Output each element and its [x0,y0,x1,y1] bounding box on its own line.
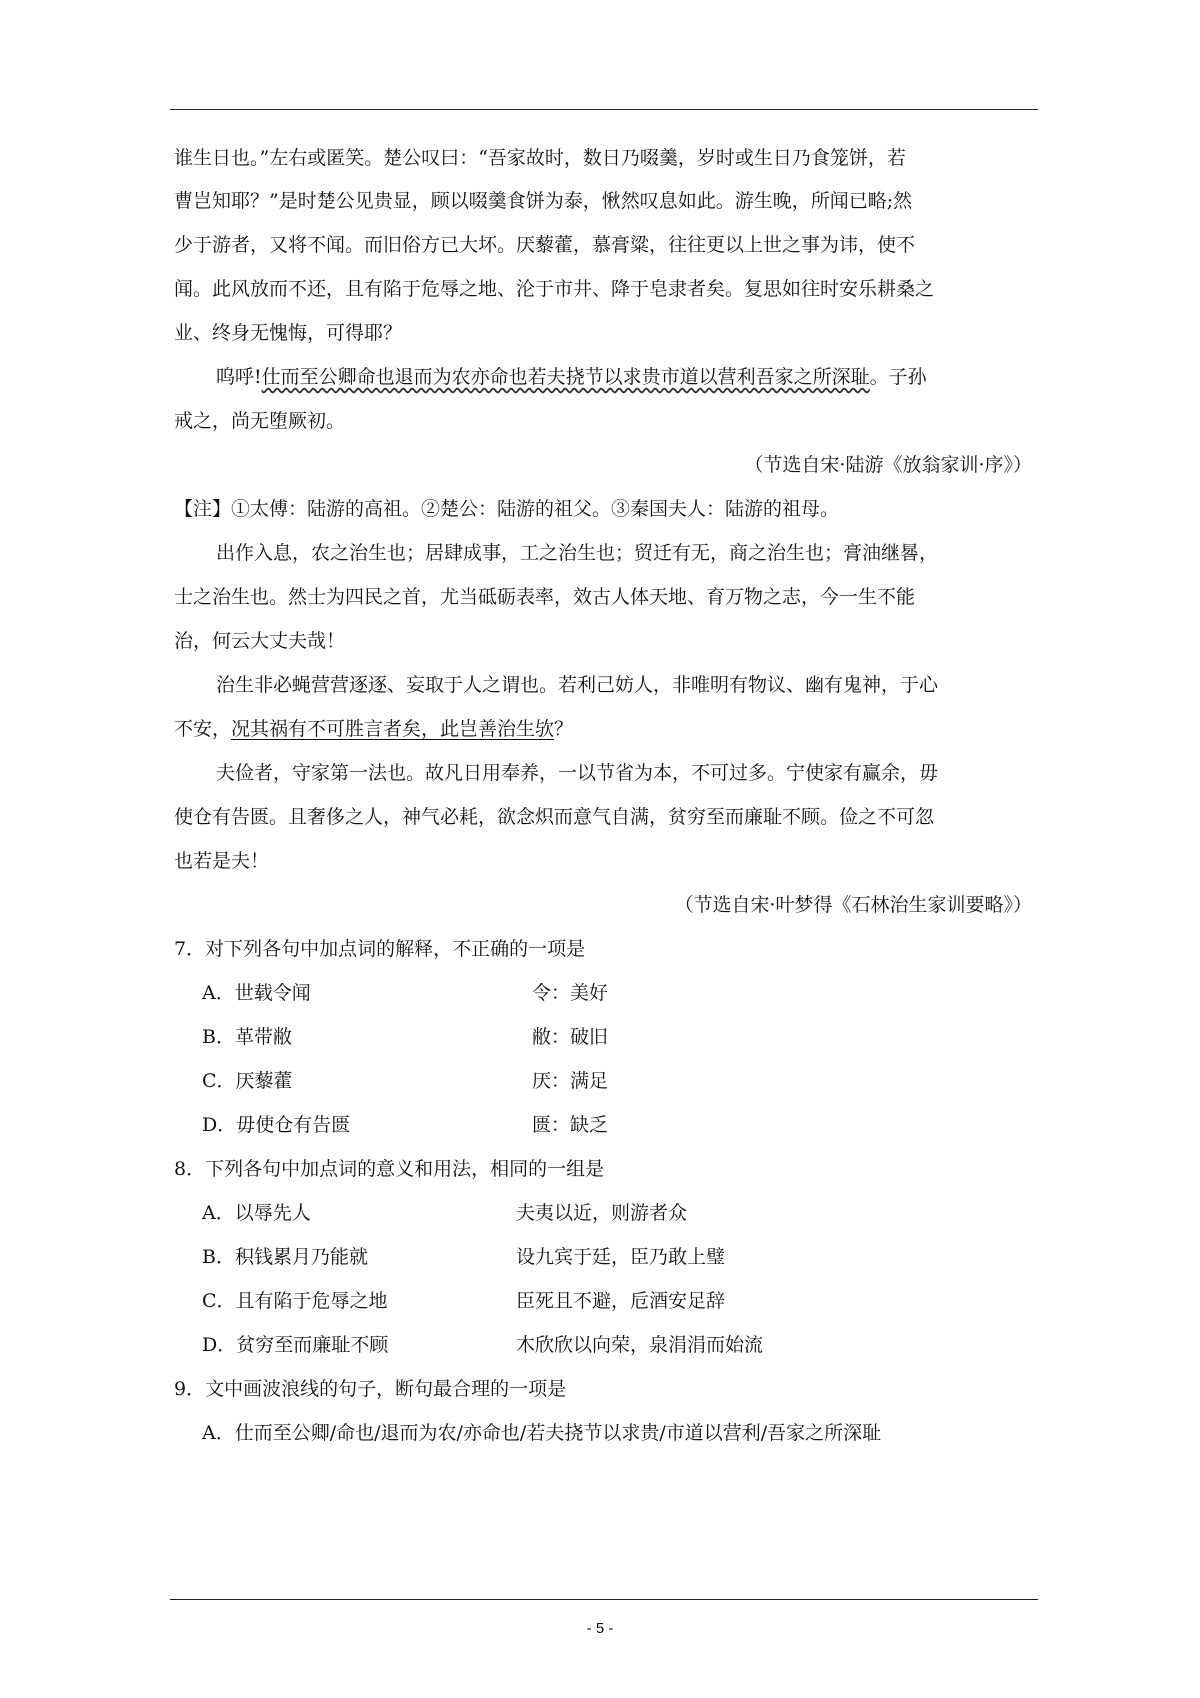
text-line: 夫俭者，守家第一法也。故凡日用奉养，一以节省为本，不可过多。宁使家有赢余，毋 [216,762,939,784]
text-fragment: ？ [554,718,574,740]
text-line: 出作入息，农之治生也；居肆成事，工之治生也；贸迁有无，商之治生也；膏油继晷， [216,542,939,564]
text-line: 曹岂知耶？”是时楚公见贵显，顾以啜羹食饼为泰，愀然叹息如此。游生晚，所闻已略;然 [174,190,913,212]
text-line: 也若是夫！ [174,850,270,872]
option-label: C．厌藜藿 [202,1070,293,1092]
option-text: 匮：缺乏 [532,1114,609,1136]
text-line: 业、终身无愧悔，可得耶？ [174,322,403,344]
text-line: 少于游者，又将不闻。而旧俗方已大坏。厌藜藿，慕膏粱，往往更以上世之事为讳，使不 [174,234,916,256]
text-line [174,717,573,741]
text-line: 士之治生也。然士为四民之首，尤当砥砺表率，效古人体天地、育万物之志，今一生不能 [174,586,916,608]
option-text: 设九宾于廷，臣乃敢上璧 [516,1246,726,1268]
footer-rule [170,1599,1038,1600]
text-line: 使仓有告匮。且奢侈之人，神气必耗，欲念炽而意气自满，贫穷至而廉耻不顾。俭之不可忽 [174,806,935,828]
question-stem: 9．文中画波浪线的句子，断句最合理的一项是 [174,1378,567,1400]
footnote: 【注】①太傅：陆游的高祖。②楚公：陆游的祖父。③秦国夫人：陆游的祖母。 [174,498,840,520]
underlined-sentence: 况其祸有不可胜言者矣，此岂善治生欤 [231,718,555,740]
text-line: 治生非必蝇营营逐逐、妄取于人之谓也。若利己妨人，非唯明有物议、幽有鬼神，于心 [216,674,939,696]
page-number: - 5 - [586,1620,614,1637]
option-text: 臣死且不避，卮酒安足辞 [516,1290,726,1312]
text-line: 闻。此风放而不还，且有陷于危辱之地、沦于市井、降于皂隶者矣。复思如往时安乐耕桑之 [174,278,935,300]
text-line: 谁生日也。”左右或匿笑。楚公叹曰：“吾家故时，数日乃啜羹，岁时或生日乃食笼饼，若 [174,147,906,169]
text-line: 戒之，尚无堕厥初。 [174,410,346,432]
option-label: A．以辱先人 [202,1202,311,1224]
question-stem: 7．对下列各句中加点词的解释，不正确的一项是 [174,938,586,960]
option-text: A．仕而至公卿/命也/退而为农/亦命也/若夫挠节以求贵/市道以营利/吾家之所深耻 [202,1422,882,1444]
option-label: C．且有陷于危辱之地 [202,1290,388,1312]
text-fragment: 呜呼! [216,366,262,388]
option-text: 木欣欣以向荣，泉涓涓而始流 [516,1334,764,1356]
source-citation: （节选自宋·陆游《放翁家训·序》） [744,454,1032,476]
text-fragment: 。子孙 [869,366,927,388]
option-label: D．贫穷至而廉耻不顾 [202,1334,389,1356]
question-stem: 8．下列各句中加点词的意义和用法，相同的一组是 [174,1158,605,1180]
option-text: 敝：破旧 [532,1026,609,1048]
option-label: D．毋使仓有告匮 [202,1114,351,1136]
option-label: A．世载令闻 [202,982,311,1004]
text-line [216,365,927,389]
option-label: B．革带敝 [202,1026,292,1048]
option-text: 令：美好 [532,982,609,1004]
header-rule [170,109,1038,110]
option-text: 厌：满足 [532,1070,609,1092]
text-line: 治，何云大丈夫哉！ [174,630,346,652]
option-label: B．积钱累月乃能就 [202,1246,368,1268]
wavy-underlined-sentence: 仕而至公卿命也退而为农亦命也若夫挠节以求贵市道以营利吾家之所深耻 [261,366,870,388]
option-text: 夫夷以近，则游者众 [516,1202,688,1224]
text-fragment: 不安， [174,718,232,740]
source-citation: （节选自宋·叶梦得《石林治生家训要略》） [674,894,1032,916]
